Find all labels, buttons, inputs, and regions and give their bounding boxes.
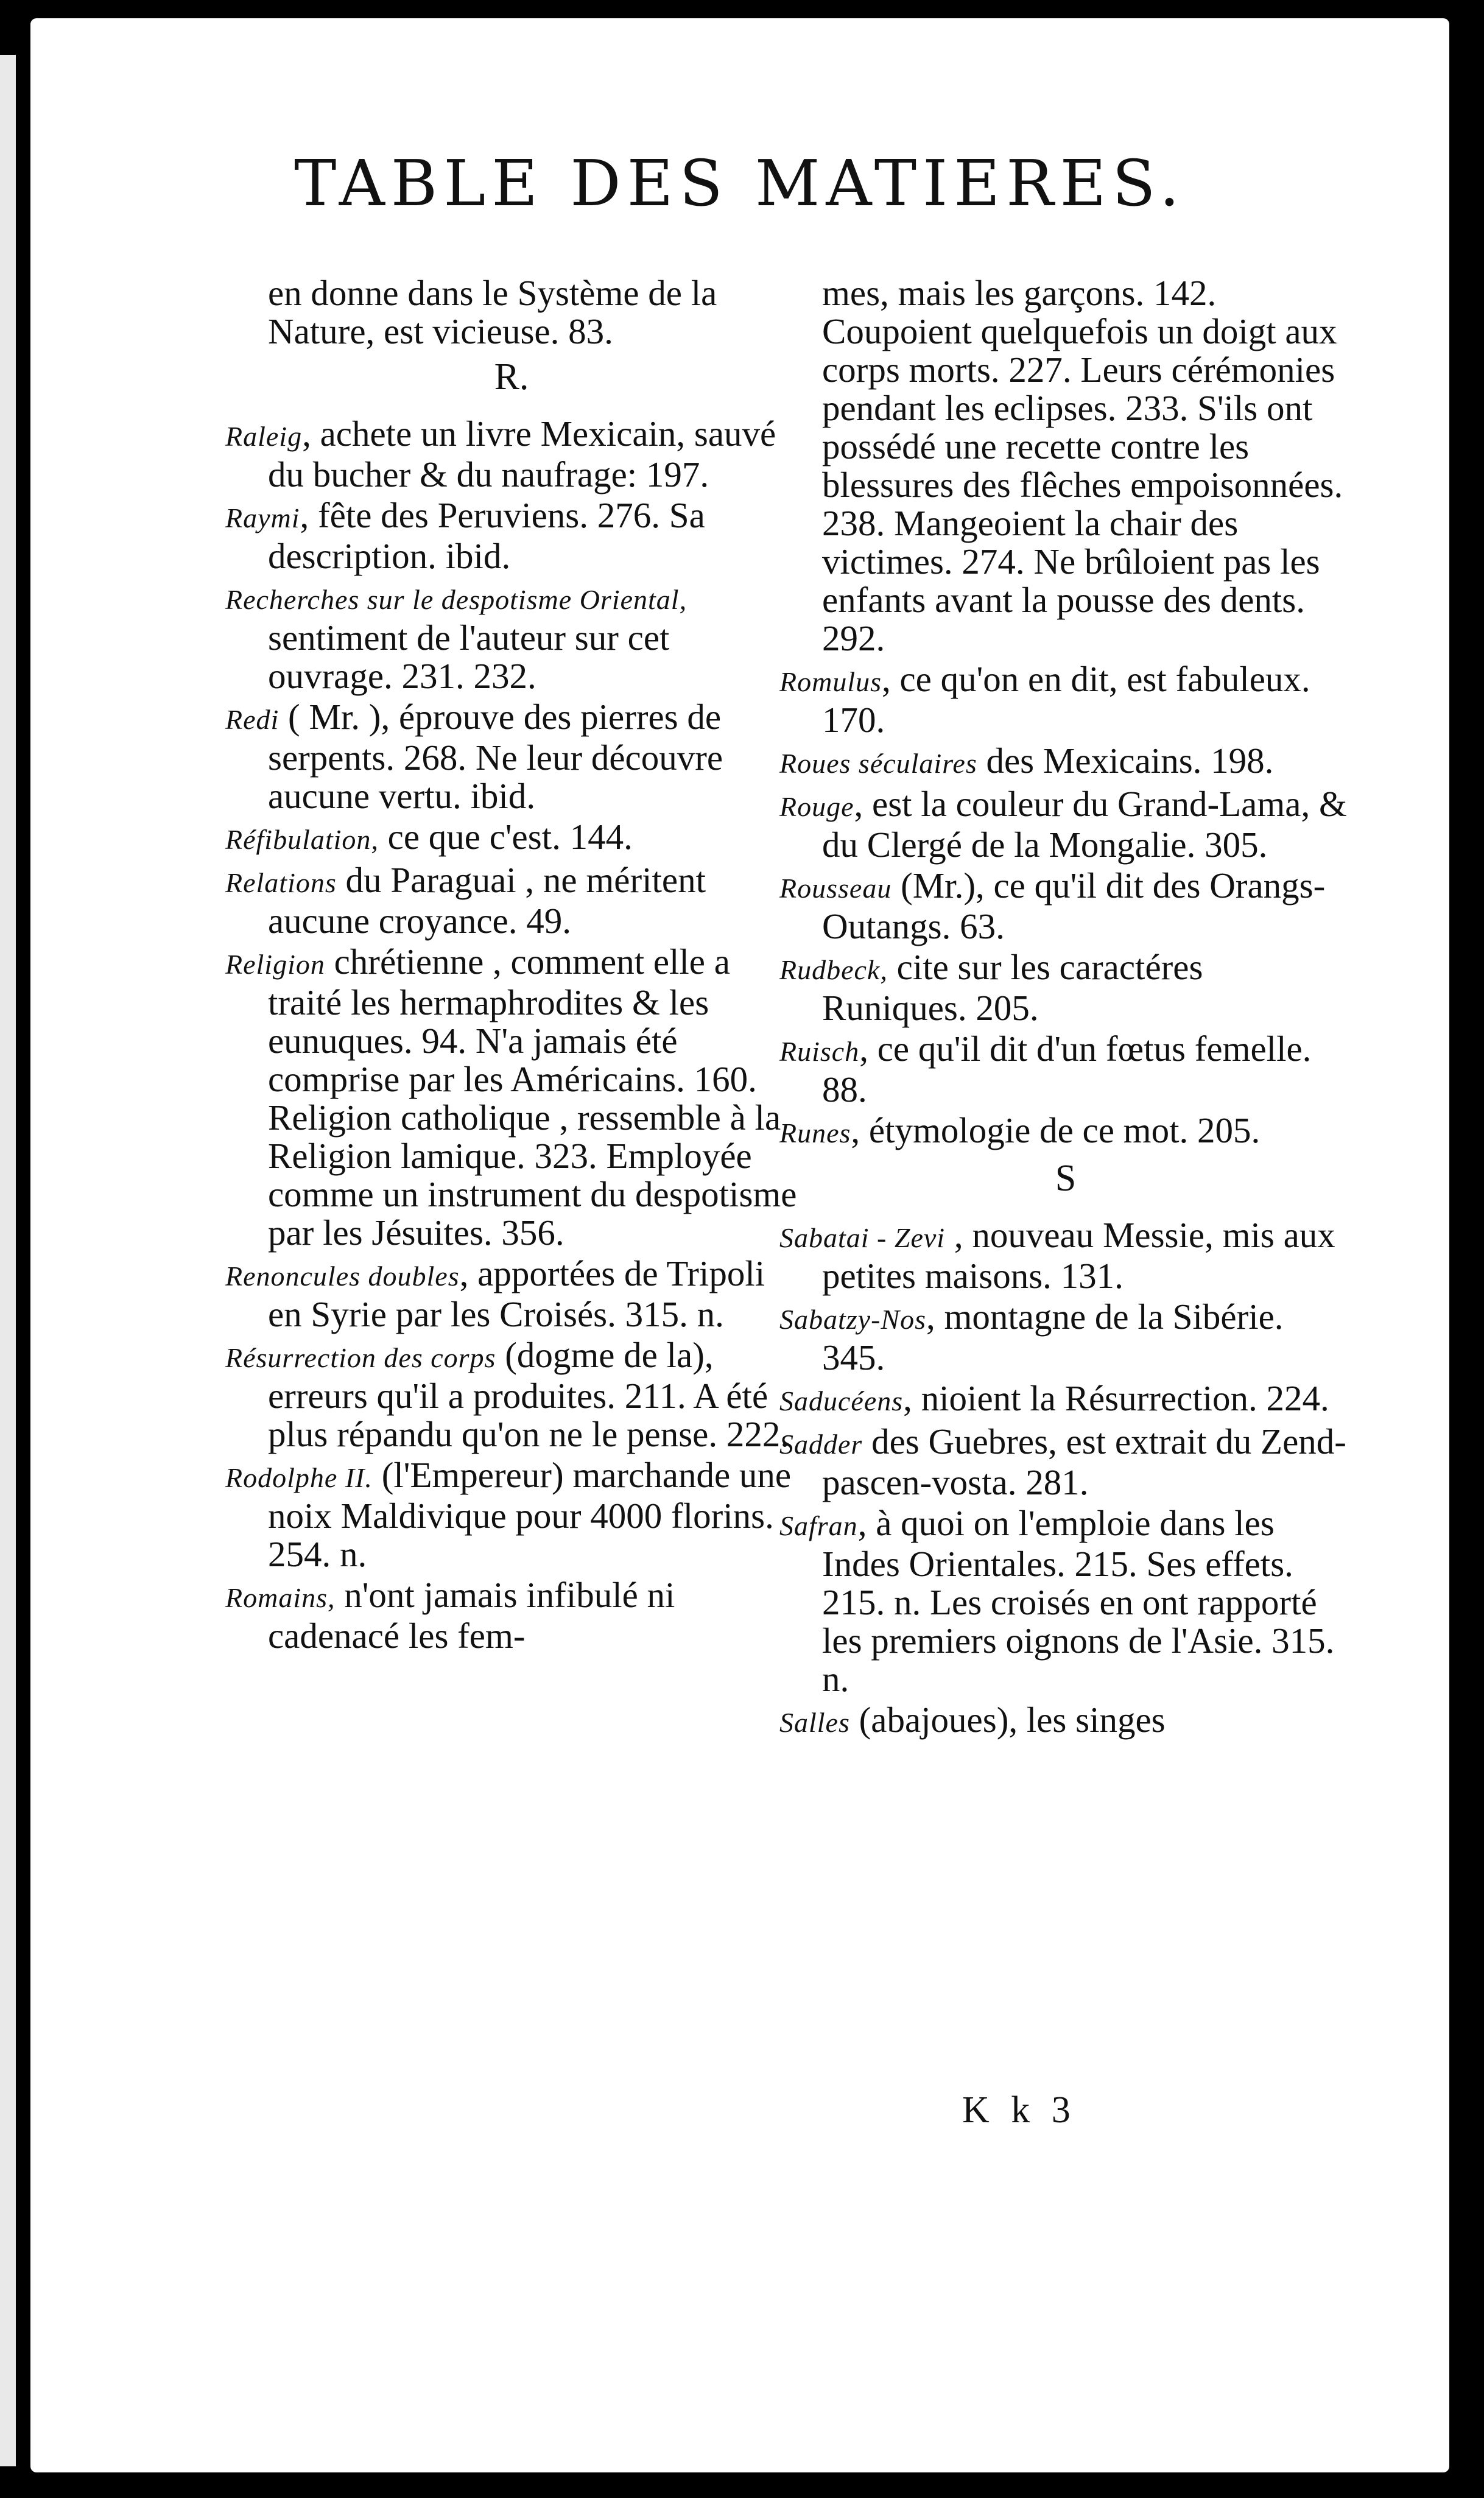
entry-headword: Rousseau: [779, 873, 892, 904]
entry-text: , est la couleur du Grand-Lama, & du Clergé de la Mongalie. 305.: [822, 784, 1347, 865]
section-letter-s: S: [1055, 1158, 1077, 1199]
index-entries-r-continued: [779, 660, 1352, 1152]
entry-headword: Roues séculaires: [779, 748, 977, 779]
entry-text: , apportées de Tripoli en Syrie par les Croisés. 315. n.: [268, 1253, 765, 1334]
entry-headword: Renoncules doubles: [225, 1261, 460, 1292]
entry-headword: Résurrection des corps: [225, 1342, 496, 1373]
entry-headword: Ruisch: [779, 1036, 860, 1067]
index-entry: [779, 785, 1352, 864]
entry-text: (abajoues), les singes: [849, 1700, 1166, 1740]
entry-text: ( Mr. ), éprouve des pierres de serpents. 268. Ne leur découvre aucune vertu. ibid.: [268, 697, 723, 816]
index-entry: [225, 861, 798, 940]
entry-headword: Raleig: [225, 421, 303, 452]
entry-text: ce que c'est. 144.: [378, 817, 633, 857]
entry-headword: Rodolphe II.: [225, 1462, 373, 1493]
index-entry: [225, 943, 798, 1252]
entry-text: (l'Empereur) marchande une noix Maldivique pour 4000 florins. 254. n.: [268, 1455, 792, 1574]
index-entry: [225, 698, 798, 815]
continued-entry: en donne dans le Système de la Nature, est vicieuse. 83.: [268, 273, 717, 351]
index-entry: [779, 867, 1352, 946]
index-entry: [225, 1456, 798, 1574]
index-entries-r: [225, 415, 798, 1655]
signature-mark: K k 3: [962, 2089, 1077, 2131]
entry-text: , achete un livre Mexicain, sauvé du bucher & du naufrage: 197.: [268, 413, 776, 494]
page-title: TABLE DES MATIERES.: [294, 146, 1186, 220]
entry-text: n'ont jamais infibulé ni cadenacé les fem-: [268, 1575, 675, 1656]
entry-text: sentiment de l'auteur sur cet ouvrage. 231. 232.: [268, 617, 670, 696]
entry-text: des Mexicains. 198.: [977, 741, 1274, 781]
entry-text: du Paraguai , ne méritent aucune croyance. 49.: [268, 860, 706, 941]
entry-headword: Recherches sur le despotisme Oriental,: [225, 584, 687, 615]
entry-headword: Relations: [225, 867, 337, 898]
index-entry: [225, 1254, 798, 1334]
entry-headword: Redi: [225, 704, 280, 735]
entry-headword: Runes: [779, 1117, 851, 1149]
index-entries-s: [779, 1216, 1352, 1742]
index-entry: [225, 578, 798, 695]
entry-headword: Rouge: [779, 791, 854, 822]
entry-text: , ce qu'il dit d'un fœtus femelle. 88.: [822, 1029, 1312, 1110]
entry-headword: Romains,: [225, 1582, 336, 1613]
continued-entry: mes, mais les garçons. 142. Coupoient quelquefois un doigt aux corps morts. 227. Leurs cérémonies pendant les eclipses. 233. S'ils ont possédé une recette contre les blessures des flêches empoisonnées. 238. Mangeoient la chair des victimes. 274. Ne brûloient pas les enfants avant la pousse des dents. 292.: [822, 273, 1343, 658]
entry-headword: Romulus: [779, 666, 882, 697]
entry-text: , à quoi on l'emploie dans les Indes Orientales. 215. Ses effets. 215. n. Les croisés en ont rapporté les premiers oignons de l'Asie. 315. n.: [822, 1503, 1335, 1699]
entry-headword: Raymi: [225, 502, 300, 533]
index-entry: [779, 1111, 1352, 1152]
index-entry: [779, 948, 1352, 1027]
index-entry: [779, 1379, 1352, 1420]
book-page: [30, 18, 1449, 2472]
adjacent-page-edge: [0, 55, 16, 2466]
index-entry: [225, 1576, 798, 1655]
index-entry: [779, 1216, 1352, 1295]
entry-text: chrétienne , comment elle a traité les hermaphrodites & les eunuques. 94. N'a jamais été comprise par les Américains. 160. Religion catholique , ressemble à la Religion lamique. 323. Employée comme un instrument du despotisme par les Jésuites. 356.: [268, 941, 797, 1253]
index-entry: [779, 660, 1352, 739]
index-entry: [225, 496, 798, 575]
entry-headword: Réfibulation,: [225, 824, 379, 855]
index-entry: [779, 1298, 1352, 1377]
entry-text: , étymologie de ce mot. 205.: [851, 1110, 1261, 1150]
index-entry: [779, 1701, 1352, 1742]
entry-headword: Salles: [779, 1707, 850, 1738]
entry-headword: Sadder: [779, 1429, 863, 1460]
entry-text: (Mr.), ce qu'il dit des Orangs-Outangs. 63.: [822, 865, 1326, 946]
index-entry: [779, 1423, 1352, 1502]
index-entry: [779, 1504, 1352, 1698]
index-entry: [225, 818, 798, 859]
index-entry: [779, 742, 1352, 783]
entry-text: , montagne de la Sibérie. 345.: [822, 1296, 1284, 1377]
index-entry: [225, 415, 798, 494]
left-column: [225, 274, 798, 1658]
entry-headword: Religion: [225, 949, 325, 980]
entry-headword: Sabatai - Zevi: [779, 1222, 946, 1253]
entry-text: (dogme de la), erreurs qu'il a produites. 211. A été plus répandu qu'on ne le pense. 222.: [268, 1335, 790, 1454]
entry-text: cite sur les caractéres Runiques. 205.: [822, 947, 1203, 1028]
section-letter-r: R.: [494, 356, 529, 398]
right-column: [779, 274, 1352, 1744]
entry-text: , nouveau Messie, mis aux petites maisons. 131.: [822, 1215, 1335, 1296]
entry-headword: Safran: [779, 1510, 858, 1541]
entry-text: , fête des Peruviens. 276. Sa description. ibid.: [268, 495, 705, 576]
entry-text: , nioient la Résurrection. 224.: [903, 1378, 1329, 1418]
entry-text: des Guebres, est extrait du Zend-pascen-vosta. 281.: [822, 1421, 1346, 1502]
entry-headword: Rudbeck,: [779, 954, 888, 985]
index-entry: [225, 1336, 798, 1454]
entry-text: , ce qu'on en dit, est fabuleux. 170.: [822, 659, 1310, 740]
entry-headword: Sabatzy-Nos: [779, 1304, 926, 1335]
entry-headword: Saducéens: [779, 1385, 904, 1416]
index-entry: [779, 1030, 1352, 1109]
